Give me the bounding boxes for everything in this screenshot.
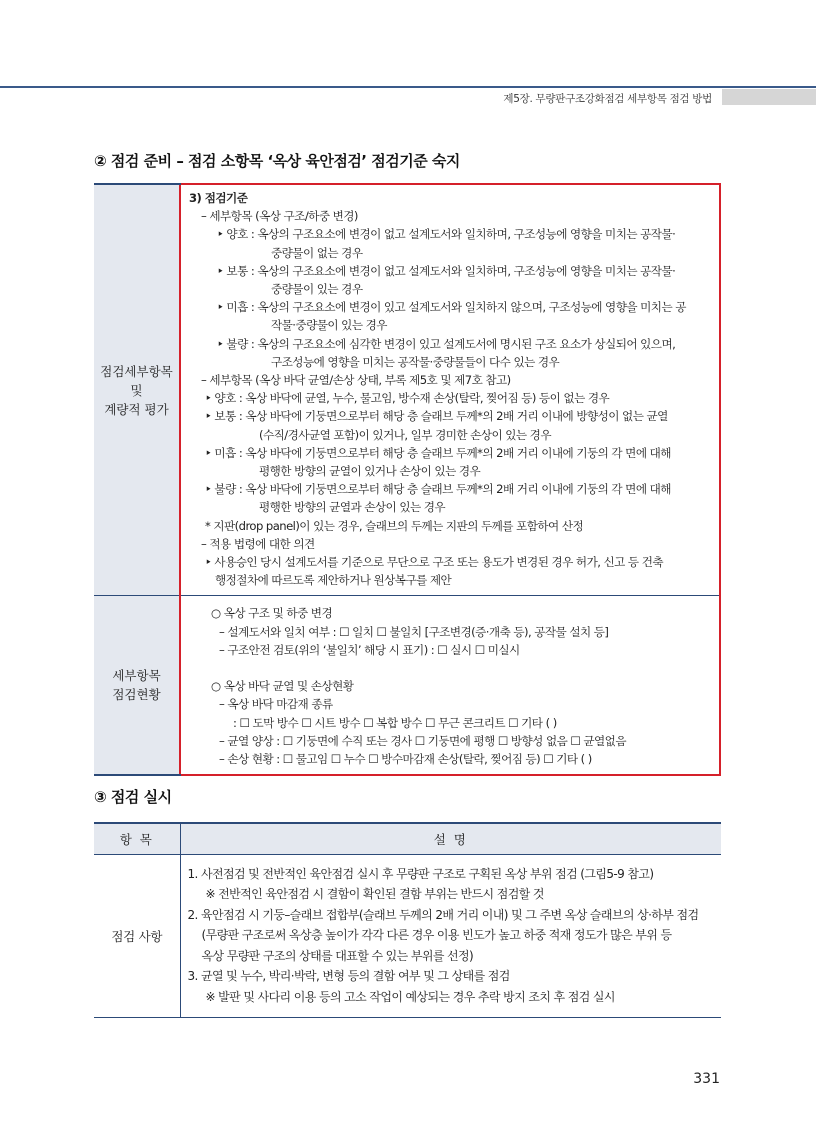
criteria-line: (수직/경사균열 포함)이 있거나, 일부 경미한 손상이 있는 경우 xyxy=(259,427,551,442)
criteria-line: ‣ 보통 : 옥상의 구조요소에 변경이 없고 설계도서와 일치하며, 구조성능에 영향을 미치는 공작물· xyxy=(217,263,676,278)
section-heading-preparation: ② 점검 준비 – 점검 소항목 ‘옥상 육안점검’ 점검기준 숙지 xyxy=(94,152,460,170)
criteria-line: ‣ 양호 : 옥상 바닥에 균열, 누수, 물고임, 방수재 손상(탈락, 찢어짐 등) 등이 없는 경우 xyxy=(205,391,610,406)
status-line: – 균열 양상 : ☐ 기둥면에 수직 또는 경사 ☐ 기둥면에 평행 ☐ 방향성 없음 ☐ 균열없음 xyxy=(219,733,626,748)
criteria-line: – 적용 법령에 대한 의견 xyxy=(201,536,315,551)
criteria-table xyxy=(94,183,721,776)
label-line: 계량적 평가 xyxy=(104,401,169,417)
execution-row xyxy=(94,854,721,1017)
chapter-tab xyxy=(722,89,816,105)
description-line: (무량판 구조로써 옥상층 높이가 각각 다른 경우 이용 빈도가 높고 하중 적재 정도가 많은 부위 등 xyxy=(201,928,672,943)
criteria-line: 평행한 방향의 균열이 있거나 손상이 있는 경우 xyxy=(259,464,481,479)
criteria-line: ‣ 불량 : 옥상의 구조요소에 심각한 변경이 있고 설계도서에 명시된 구조 요소가 상실되어 있으며, xyxy=(217,336,676,351)
status-line: – 손상 현황 : ☐ 물고임 ☐ 누수 ☐ 방수마감재 손상(탈락, 찢어짐 등) ☐ 기타 ( ) xyxy=(219,752,592,767)
label-line: 점검세부항목 xyxy=(100,363,173,379)
status-line: – 설계도서와 일치 여부 : ☐ 일치 ☐ 불일치 [구조변경(증·개축 등), 공작물 설치 등] xyxy=(219,624,609,639)
section-heading-execution: ③ 점검 실시 xyxy=(94,788,172,806)
status-line xyxy=(189,659,711,677)
criteria-line: – 세부항목 (옥상 구조/하중 변경) xyxy=(201,209,358,224)
criteria-line: ‣ 보통 : 옥상 바닥에 기둥면으로부터 해당 층 슬래브 두께*의 2배 거리 이내에 방향성이 없는 균열 xyxy=(205,409,668,424)
status-line: – 구조안전 검토(위의 ‘불일치’ 해당 시 표기) : ☐ 실시 ☐ 미실시 xyxy=(219,642,520,657)
execution-description xyxy=(180,854,721,1017)
criteria-line: 작물·중량물이 있는 경우 xyxy=(271,318,387,333)
criteria-title: 3) 점검기준 xyxy=(189,191,248,205)
criteria-row xyxy=(94,184,720,596)
execution-table xyxy=(94,822,721,1018)
label-line: 세부항목 xyxy=(112,668,161,684)
status-row xyxy=(94,596,720,775)
status-content xyxy=(180,596,720,775)
status-line: ○ 옥상 구조 및 하중 변경 xyxy=(211,606,333,621)
col-header-item: 항 목 xyxy=(94,823,180,854)
status-line: – 옥상 바닥 마감재 종류 xyxy=(219,697,333,712)
description-line: 1. 사전점검 및 전반적인 육안점검 실시 후 무량판 구조로 구획된 옥상 부위 점검 (그림5-9 참고) xyxy=(187,866,654,881)
label-line: 점검현황 xyxy=(112,687,161,703)
criteria-line: 구조성능에 영향을 미치는 공작물·중량물들이 다수 있는 경우 xyxy=(271,354,560,369)
criteria-line: 평행한 방향의 균열과 손상이 있는 경우 xyxy=(259,500,446,515)
status-line: ○ 옥상 바닥 균열 및 손상현황 xyxy=(211,679,354,694)
criteria-line: ‣ 불량 : 옥상 바닥에 기둥면으로부터 해당 층 슬래브 두께*의 2배 거리 이내에 기둥의 각 면에 대해 xyxy=(205,482,671,497)
criteria-line: ‣ 미흡 : 옥상의 구조요소에 변경이 있고 설계도서와 일치하지 않으며, 구조성능에 영향을 미치는 공 xyxy=(217,300,686,315)
criteria-line: ‣ 양호 : 옥상의 구조요소에 변경이 없고 설계도서와 일치하며, 구조성능에 영향을 미치는 공작물· xyxy=(217,227,676,242)
criteria-row-label xyxy=(94,184,180,596)
criteria-line: 행정절차에 따르도록 제안하거나 원상복구를 제안 xyxy=(215,573,452,588)
status-line: : ☐ 도막 방수 ☐ 시트 방수 ☐ 복합 방수 ☐ 무근 콘크리트 ☐ 기타 ( ) xyxy=(233,715,557,730)
criteria-line: 중량물이 없는 경우 xyxy=(271,245,363,260)
description-line: 3. 균열 및 누수, 박리·박락, 변형 등의 결함 여부 및 그 상태를 점검 xyxy=(187,969,510,984)
description-note: ※ 전반적인 육안점검 시 결함이 확인된 결함 부위는 반드시 점검할 것 xyxy=(205,887,544,902)
criteria-line: – 세부항목 (옥상 바닥 균열/손상 상태, 부록 제5호 및 제7호 참고) xyxy=(201,373,511,388)
label-line: 및 xyxy=(130,382,143,398)
criteria-content xyxy=(180,184,720,596)
page-number: 331 xyxy=(693,1071,720,1087)
execution-row-label: 점검 사항 xyxy=(94,854,180,1017)
criteria-line: ‣ 사용승인 당시 설계도서를 기준으로 무단으로 구조 또는 용도가 변경된 경우 허가, 신고 등 건축 xyxy=(205,555,664,570)
chapter-title: 제5장. 무량판구조강화점검 세부항목 점검 방법 xyxy=(503,93,712,105)
description-line: 2. 육안점검 시 기둥–슬래브 접합부(슬래브 두께의 2배 거리 이내) 및 그 주변 옥상 슬래브의 상·하부 점검 xyxy=(187,907,699,922)
description-note: ※ 발판 및 사다리 이용 등의 고소 작업이 예상되는 경우 추락 방지 조치 후 점검 실시 xyxy=(205,990,615,1005)
header-rule xyxy=(0,86,816,88)
col-header-description: 설 명 xyxy=(180,823,721,854)
criteria-line: 중량물이 있는 경우 xyxy=(271,282,363,297)
description-line: 옥상 무량판 구조의 상태를 대표할 수 있는 부위를 선정) xyxy=(201,948,474,963)
criteria-note: * 지판(drop panel)이 있는 경우, 슬래브의 두께는 지판의 두께를 포함하여 산정 xyxy=(205,518,584,533)
execution-table-header xyxy=(94,823,721,854)
criteria-line: ‣ 미흡 : 옥상 바닥에 기둥면으로부터 해당 층 슬래브 두께*의 2배 거리 이내에 기둥의 각 면에 대해 xyxy=(205,445,671,460)
status-row-label xyxy=(94,596,180,775)
